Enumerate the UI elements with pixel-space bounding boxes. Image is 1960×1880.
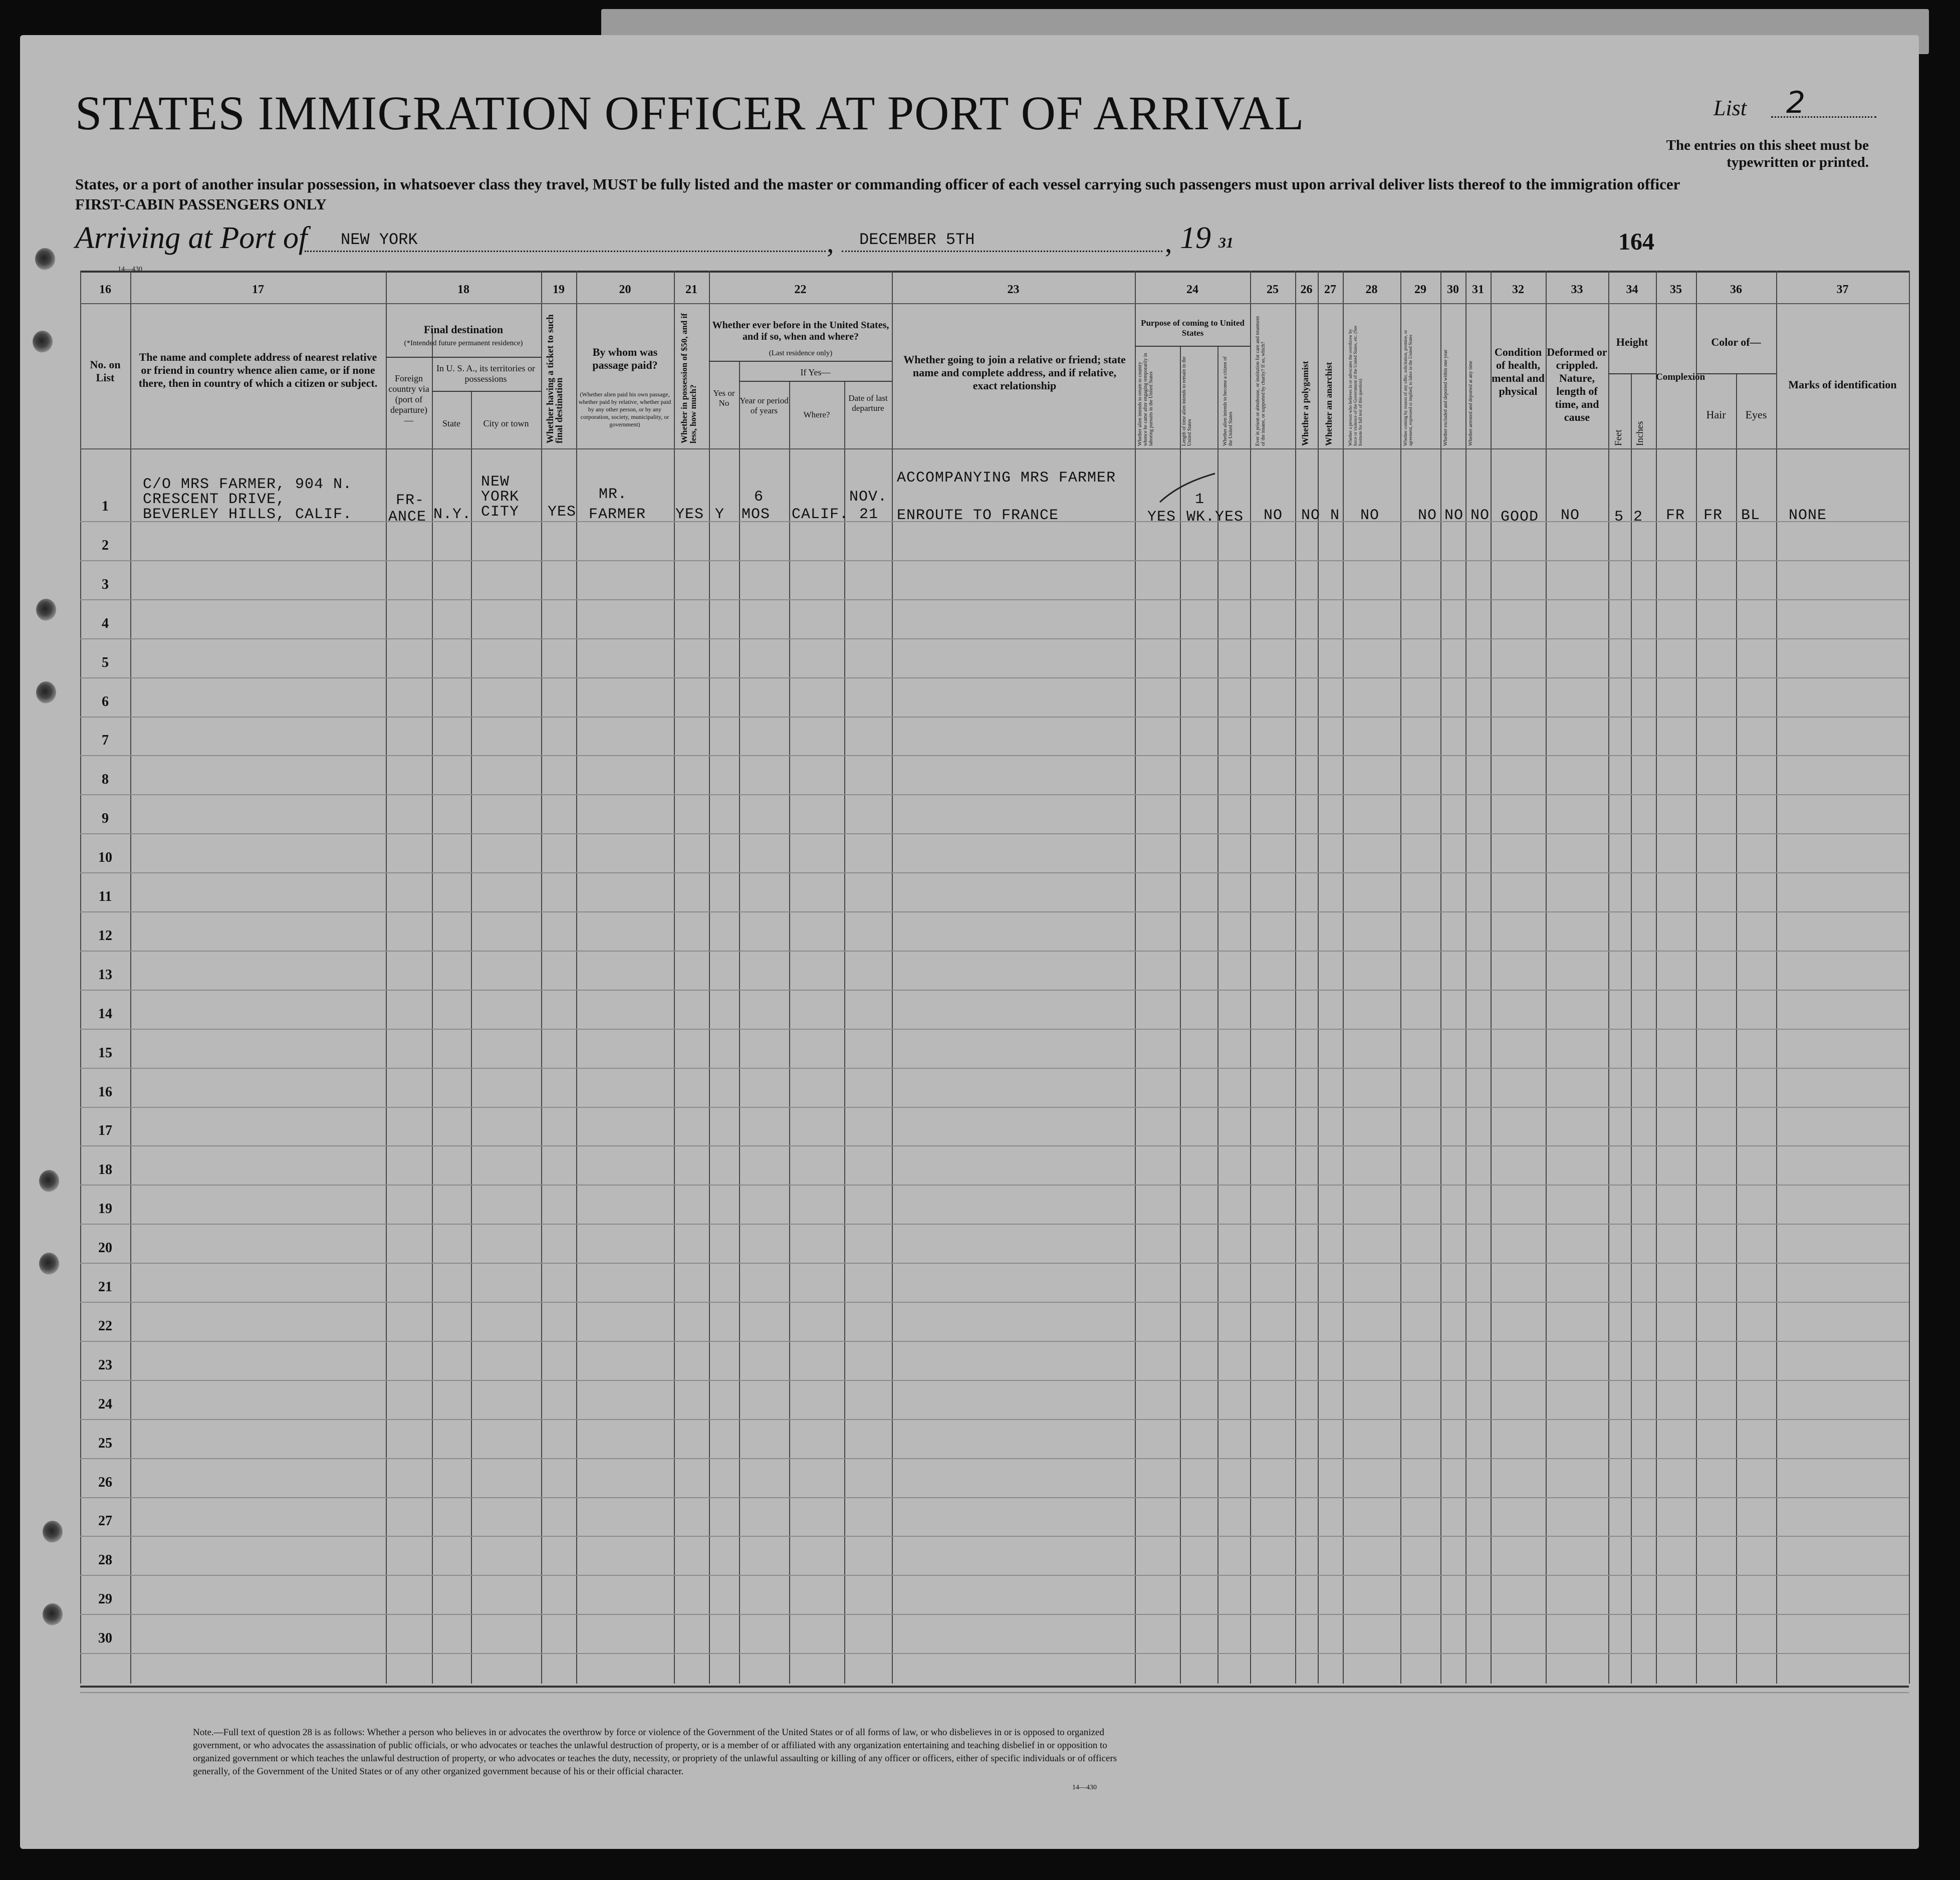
column-rule [386, 271, 387, 1684]
row-number: 17 [98, 1123, 112, 1138]
column-rule [1465, 271, 1466, 1684]
row-number: 7 [102, 733, 109, 748]
header-purpose: Purpose of coming to United States [1141, 318, 1245, 338]
column-number: 31 [1472, 283, 1484, 296]
header-nearest-relative: The name and complete address of nearest relative or friend in country whence alien came, or if none there, then in country of which a citizen or subject. [138, 351, 378, 389]
date-value: DECEMBER 5TH [859, 230, 975, 249]
column-number: 19 [553, 283, 565, 296]
header-passage-note: (Whether alien paid his own passage, whether paid by relative, whether paid by any other person, or by any corporation, society, municipality, or government) [578, 391, 671, 428]
column-number: 29 [1414, 283, 1426, 296]
comma-separator: , [827, 226, 834, 259]
entry-marks: NONE [1789, 507, 1827, 524]
header-final-destination: Final destination [423, 323, 504, 336]
column-rule [1656, 271, 1657, 1684]
column-rule [1776, 271, 1777, 1684]
header-city: City or town [483, 418, 529, 428]
row-rule [80, 1029, 1909, 1030]
row-rule [80, 560, 1909, 561]
header-arrested: Whether arrested and deported at any time [1468, 361, 1474, 446]
header-money: Whether in possession of $50, and if less, how much? [679, 313, 698, 443]
header-question-28: Whether a person who believes in or advocates the overthrow by force or violence of the Government of the United States, etc. (See footnote for full text of this question) [1348, 325, 1363, 446]
footnote-code: 14—430 [1072, 1784, 1097, 1791]
binder-hole-icon [35, 248, 55, 270]
column-number: 37 [1836, 283, 1849, 296]
row-number: 4 [102, 616, 109, 631]
binder-hole-icon [36, 681, 56, 703]
entry-ticket: YES [548, 504, 577, 521]
row-rule [80, 1536, 1909, 1537]
header-excluded: Whether excluded and deported within one year [1443, 349, 1448, 446]
entry-money: YES [675, 506, 704, 523]
header-if-yes: If Yes— [800, 367, 831, 377]
entry-where: CALIF. [792, 506, 849, 523]
entry-departure-1: NOV. [849, 489, 888, 506]
header-subrule [1696, 373, 1776, 374]
row-rule [80, 872, 1909, 873]
column-number: 16 [99, 283, 111, 296]
entry-address-line-1: C/O MRS FARMER, 904 N. [143, 476, 353, 493]
header-no-on-list: No. on List [90, 358, 121, 384]
column-rule [1343, 271, 1344, 1684]
header-subrule [1608, 373, 1656, 374]
entry-hair: FR [1703, 507, 1723, 524]
date-underline [842, 251, 1162, 252]
entry-health: GOOD [1501, 509, 1539, 526]
header-question-29: Whether coming by reason of any offer, solicitation, promise, or agreement, expressed or implied, to labor in the United States [1403, 330, 1413, 446]
column-number: 34 [1626, 283, 1638, 296]
row-number: 6 [102, 694, 109, 710]
header-health: Condition of health, mental and physical [1492, 346, 1545, 397]
page-title: STATES IMMIGRATION OFFICER AT PORT OF ARRIVAL [75, 86, 1305, 140]
row-number: 1 [102, 499, 109, 514]
row-rule [80, 951, 1909, 952]
header-anarchist: Whether an anarchist [1324, 362, 1334, 446]
header-subrule [386, 357, 541, 358]
row-number: 8 [102, 772, 109, 787]
row-number: 26 [98, 1475, 112, 1490]
entry-prison: NO [1264, 507, 1283, 524]
column-rule [892, 271, 893, 1684]
entry-q28: NO [1360, 507, 1380, 524]
entry-citizen: YES [1215, 509, 1244, 526]
column-number: 33 [1571, 283, 1583, 296]
entry-paid-by-1: MR. [599, 486, 628, 503]
header-marks: Marks of identification [1788, 378, 1897, 391]
header-year-period: Year or period of years [740, 396, 789, 415]
form-code: 14—430 [118, 266, 142, 273]
binder-hole-icon [33, 331, 53, 353]
header-join-relative: Whether going to join a relative or friend; state name and complete address, and if relative, exact relationship [903, 353, 1126, 392]
header-prison: Ever in prison or almshouse, or institution for care and treatment of the insane, or supported by charity? If so, which? [1255, 316, 1266, 446]
column-number: 28 [1365, 283, 1378, 296]
header-state: State [442, 418, 460, 428]
row-rule [80, 1341, 1909, 1342]
column-number: 32 [1512, 283, 1524, 296]
column-rule [1608, 271, 1609, 1684]
row-rule [80, 1107, 1909, 1108]
row-rule [80, 755, 1909, 756]
entry-address-line-3: BEVERLEY HILLS, CALIF. [143, 506, 353, 523]
column-rule [541, 271, 542, 1684]
passenger-class: FIRST-CABIN PASSENGERS ONLY [75, 195, 327, 213]
comma-separator: , [1165, 226, 1172, 259]
column-rule [1295, 271, 1296, 1684]
row-number: 12 [98, 928, 112, 944]
header-complexion: Complexion [1656, 372, 1705, 382]
entry-return: YES [1147, 509, 1176, 526]
entry-q31: NO [1471, 507, 1490, 524]
row-rule [80, 990, 1909, 991]
row-number: 30 [98, 1630, 112, 1646]
entry-complexion: FR [1666, 507, 1685, 524]
row-rule [80, 1653, 1909, 1654]
entry-join-1: ACCOMPANYING MRS FARMER [897, 469, 1116, 487]
row-number: 5 [102, 655, 109, 670]
header-inches: Inches [1635, 421, 1645, 446]
list-label: List [1713, 96, 1747, 120]
column-number: 24 [1186, 283, 1198, 296]
handwritten-mark [1157, 471, 1217, 506]
entries-note: The entries on this sheet must be typewritten or printed. [1666, 137, 1869, 170]
row-rule [80, 1068, 1909, 1069]
entry-period-1: 6 [754, 489, 764, 506]
column-rule [709, 271, 710, 1684]
port-underline [305, 251, 826, 252]
column-rule [674, 271, 675, 1684]
row-rule [80, 833, 1909, 834]
entry-paid-by-2: FARMER [589, 506, 646, 523]
row-rule [80, 1458, 1909, 1459]
year-prefix: 19 [1180, 221, 1211, 255]
header-where: Where? [803, 410, 830, 419]
entry-period-2: MOS [742, 506, 771, 523]
row-rule [80, 1614, 1909, 1615]
entry-deformed: NO [1561, 507, 1580, 524]
row-number: 25 [98, 1436, 112, 1451]
entry-polygamist: NO [1301, 507, 1321, 524]
entry-q29: NO [1418, 507, 1437, 524]
header-rule [80, 448, 1909, 449]
row-rule [80, 638, 1909, 639]
row-number: 9 [102, 811, 109, 826]
row-rule [80, 1419, 1909, 1420]
column-number: 22 [794, 283, 807, 296]
entry-foreign-country-1: FR- [396, 492, 425, 509]
header-ticket: Whether having a ticket to such final destination [545, 314, 565, 443]
header-polygamist: Whether a polygamist [1300, 361, 1310, 446]
row-rule [80, 1497, 1909, 1498]
header-subrule [739, 381, 892, 382]
column-number: 26 [1300, 283, 1313, 296]
entry-address-line-2: CRESCENT DRIVE, [143, 491, 286, 508]
page-number: 164 [1618, 228, 1654, 255]
column-number: 30 [1447, 283, 1459, 296]
subcolumn-rule [739, 361, 740, 1684]
header-before-in-us: Whether ever before in the United States, and if so, when and where? [712, 320, 889, 342]
entry-city-3: CITY [481, 504, 520, 521]
header-last-departure: Date of last departure [848, 393, 888, 413]
header-in-usa: In U. S. A., its territories or possessions [436, 363, 535, 384]
column-rule [1318, 271, 1319, 1684]
instructions-text: States, or a port of another insular possession, in whatsoever class they travel, MUST be fully listed and the master or commanding officer of each vessel carrying such passengers must upon arrival deliver lists thereof to the immigration officer [75, 175, 1680, 193]
column-rule [1250, 271, 1251, 1684]
header-rule [80, 303, 1909, 304]
subcolumn-rule [1180, 346, 1181, 1684]
row-rule [80, 677, 1909, 678]
column-rule [1696, 271, 1697, 1684]
entry-eyes: BL [1741, 507, 1761, 524]
row-number: 2 [102, 538, 109, 553]
entry-anarchist: N [1330, 507, 1340, 524]
entry-length-2: WK. [1186, 509, 1215, 526]
footnote: Note.—Full text of question 28 is as follows: Whether a person who believes in or advocates the overthrow by force or violence of the Government of the United States or of all forms of law, or who disbelieves in or is opposed to organized government, or who advocates the assassination of public officials, or who advocates or teaches the unlawful destruction of property, or is a member of or affiliated with any organization entertaining and teaching disbelief in or opposition to organized government or which teaches the unlawful destruction of property, or who advocates or teaches the duty, necessity, or propriety of the unlawful assaulting or killing of any officer or officers, either of specific individuals or of officers generally, of the Government of the United States or of any other organized government because of his or their official character. [193, 1727, 1117, 1777]
row-number: 10 [98, 850, 112, 865]
arriving-label: Arriving at Port of [75, 221, 308, 255]
column-rule [1491, 271, 1492, 1684]
column-number: 23 [1007, 283, 1020, 296]
row-number: 22 [98, 1318, 112, 1334]
header-feet: Feet [1613, 429, 1624, 446]
column-rule [1546, 271, 1547, 1684]
column-number: 25 [1267, 283, 1279, 296]
row-number: 13 [98, 967, 112, 983]
entry-length-1: 1 [1195, 491, 1205, 508]
header-subrule [1135, 346, 1250, 347]
entry-join-2: ENROUTE TO FRANCE [897, 507, 1059, 524]
column-number: 21 [685, 283, 697, 296]
header-length-of-stay: Length of time alien intends to remain in the United States [1181, 356, 1192, 446]
port-value: NEW YORK [341, 230, 418, 249]
row-rule [80, 1263, 1909, 1264]
row-number: 15 [98, 1045, 112, 1061]
header-eyes: Eyes [1745, 408, 1767, 421]
header-height: Height [1616, 336, 1648, 348]
subcolumn-rule [471, 391, 472, 1684]
column-rule [1135, 271, 1136, 1684]
header-intends-return: Whether alien intends to return to country whence he came after engaging temporarily in laboring pursuits in the United States [1137, 353, 1154, 446]
row-number: 20 [98, 1240, 112, 1256]
header-foreign-country: Foreign country via (port of departure)— [388, 373, 429, 425]
binder-hole-icon [36, 599, 56, 621]
column-number: 36 [1730, 283, 1742, 296]
subcolumn-rule [844, 381, 845, 1684]
row-number: 11 [98, 889, 112, 904]
row-number: 21 [98, 1279, 112, 1295]
column-number: 17 [252, 283, 264, 296]
row-rule [80, 1224, 1909, 1225]
binder-hole-icon [43, 1603, 63, 1625]
entry-foreign-country-2: ANCE [388, 509, 427, 526]
header-yes-no: Yes or No [713, 388, 735, 408]
subcolumn-rule [789, 381, 790, 1684]
column-number: 27 [1324, 283, 1336, 296]
column-rule [1909, 271, 1910, 1684]
binder-hole-icon [39, 1170, 59, 1192]
row-number: 3 [102, 577, 109, 592]
row-rule [80, 1380, 1909, 1381]
row-rule [80, 1692, 1909, 1693]
row-rule [80, 1145, 1909, 1146]
entry-inches: 2 [1633, 509, 1643, 526]
entry-feet: 5 [1614, 509, 1624, 526]
entry-before: Y [715, 506, 725, 523]
column-rule [1400, 271, 1401, 1684]
row-number: 29 [98, 1591, 112, 1607]
column-rule [576, 271, 577, 1684]
header-intends-citizen: Whether alien intends to become a citizen of the United States [1222, 356, 1234, 446]
row-number: 23 [98, 1357, 112, 1373]
column-rule [130, 271, 131, 1684]
header-last-residence: (Last residence only) [769, 349, 833, 357]
row-rule [80, 1575, 1909, 1576]
row-rule [80, 1185, 1909, 1186]
row-number: 24 [98, 1396, 112, 1412]
header-subrule [709, 361, 892, 362]
entry-city-1: NEW [481, 474, 510, 491]
subcolumn-rule [432, 331, 433, 1684]
row-number: 28 [98, 1552, 112, 1568]
row-number: 18 [98, 1162, 112, 1178]
binder-hole-icon [39, 1253, 59, 1275]
header-color-of: Color of— [1711, 336, 1761, 348]
entry-q30: NO [1444, 507, 1464, 524]
header-hair: Hair [1706, 408, 1726, 421]
row-rule [80, 794, 1909, 795]
header-final-destination-note: (*Intended future permanent residence) [404, 339, 523, 347]
column-number: 35 [1670, 283, 1682, 296]
row-number: 27 [98, 1513, 112, 1529]
year-suffix: 31 [1218, 234, 1234, 251]
row-rule [80, 717, 1909, 718]
row-rule [80, 599, 1909, 600]
row-number: 14 [98, 1006, 112, 1022]
column-number: 20 [619, 283, 631, 296]
header-passage-paid: By whom was passage paid? [592, 346, 658, 371]
entry-state: N.Y. [433, 506, 472, 523]
column-rule [1440, 271, 1441, 1684]
list-number: 2 [1786, 85, 1806, 120]
header-subrule [432, 391, 541, 392]
header-deformed: Deformed or crippled. Nature, length of time, and cause [1547, 346, 1607, 423]
row-rule [80, 911, 1909, 912]
column-number: 18 [457, 283, 469, 296]
entry-departure-2: 21 [859, 506, 879, 523]
row-number: 16 [98, 1084, 112, 1100]
row-rule [80, 1302, 1909, 1303]
binder-hole-icon [43, 1521, 63, 1543]
entry-city-2: YORK [481, 489, 520, 506]
row-number: 19 [98, 1201, 112, 1217]
subcolumn-rule [1217, 346, 1218, 1684]
